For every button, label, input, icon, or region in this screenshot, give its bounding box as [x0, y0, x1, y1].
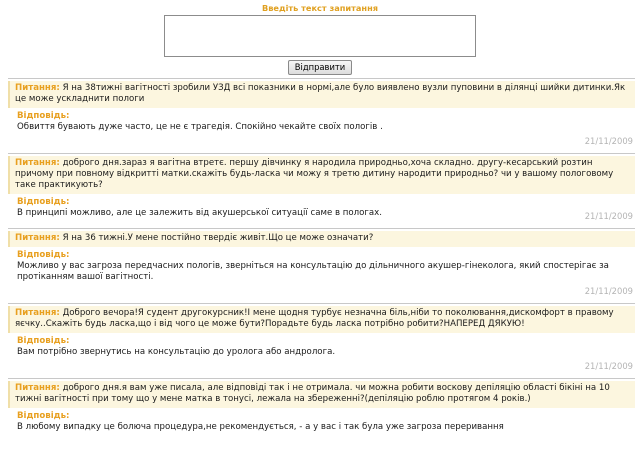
answer-text: Вам потрібно звернутись на консультацію до уролога або андролога.	[17, 347, 336, 357]
qa-item	[8, 78, 635, 153]
answer-date: 21/11/2009	[584, 286, 633, 296]
answer-block	[8, 109, 635, 133]
qa-item	[8, 378, 635, 453]
question-text: Я на 36 тижні.У мене постійно твердіє живіт.Що це може означати?	[62, 233, 374, 243]
question-label: Питання:	[15, 383, 60, 393]
question-label: Питання:	[15, 233, 60, 243]
answer-label: Відповідь:	[17, 111, 70, 121]
question-block	[8, 381, 635, 408]
question-block	[8, 81, 635, 108]
question-text: Доброго вечора!Я судент другокурсник!І мене щодня турбує незначна біль,ніби то поколювання,дискомфорт в правому яєчку..Скажіть будь ласка,що і від чого це може бути?Порадьте будь ласка потрібно робити?НАПЕРЕД ДЯКУЮ!	[15, 308, 614, 329]
answer-block	[8, 409, 635, 433]
submit-button[interactable]: Відправити	[288, 60, 353, 75]
answer-label: Відповідь:	[17, 250, 70, 260]
question-block	[8, 231, 635, 247]
answer-label: Відповідь:	[17, 336, 70, 346]
qa-item	[8, 153, 635, 228]
question-label: Питання:	[15, 308, 60, 318]
question-text: доброго дня.я вам уже писала, але відповіді так і не отримала. чи можна робити воскову депіляцію області бікіні на 10 тижні вагітності при тому що у мене матка в тонусі, лежала на збереженні?(депіляцію роблю протягом 4 років.)	[15, 383, 610, 404]
answer-date: 21/11/2009	[584, 361, 633, 371]
qa-list	[0, 78, 640, 453]
question-textarea[interactable]	[164, 15, 476, 57]
answer-text: Можливо у вас загроза передчасних пологів, зверніться на консультацію до дільничного акушер-гінеколога, який спостерігає за протіканням вашої вагітності.	[17, 261, 609, 282]
question-block	[8, 306, 635, 333]
question-text: доброго дня.зараз я вагітна втретє. першу дівчинку я народила природньо,хоча складно. другу-кесарський розтин причому при повному відкритті матки.скажіть будь-ласка чи можу я третю дитину народити природньо? чи у вашому пологовому таке практикують?	[15, 158, 614, 190]
answer-text: В принципі можливо, але це залежить від акушерської ситуації саме в пологах.	[17, 208, 382, 218]
answer-text: Обвиття бувають дуже часто, це не є трагедія. Спокійно чекайте своїх пологів .	[17, 122, 383, 132]
qa-item	[8, 228, 635, 303]
answer-label: Відповідь:	[17, 197, 70, 207]
question-block	[8, 156, 635, 194]
qa-item	[8, 303, 635, 378]
answer-label: Відповідь:	[17, 411, 70, 421]
answer-text: В любому випадку це болюча процедура,не рекомендується, - а у вас і так була уже загроза переривання	[17, 422, 504, 432]
answer-block	[8, 248, 635, 283]
form-title: Введіть текст запитання	[262, 3, 378, 13]
answer-date: 21/11/2009	[584, 136, 633, 146]
answer-date: 21/11/2009	[584, 211, 633, 221]
question-label: Питання:	[15, 158, 60, 168]
question-form	[0, 0, 640, 75]
question-label: Питання:	[15, 83, 60, 93]
answer-block	[8, 195, 635, 219]
answer-block	[8, 334, 635, 358]
question-text: Я на 38тижні вагітності зробили УЗД всі показники в нормі,але було виявлено вузли пуповини в ділянці шийки дитинки.Як це може ускладнити пологи	[15, 83, 626, 104]
